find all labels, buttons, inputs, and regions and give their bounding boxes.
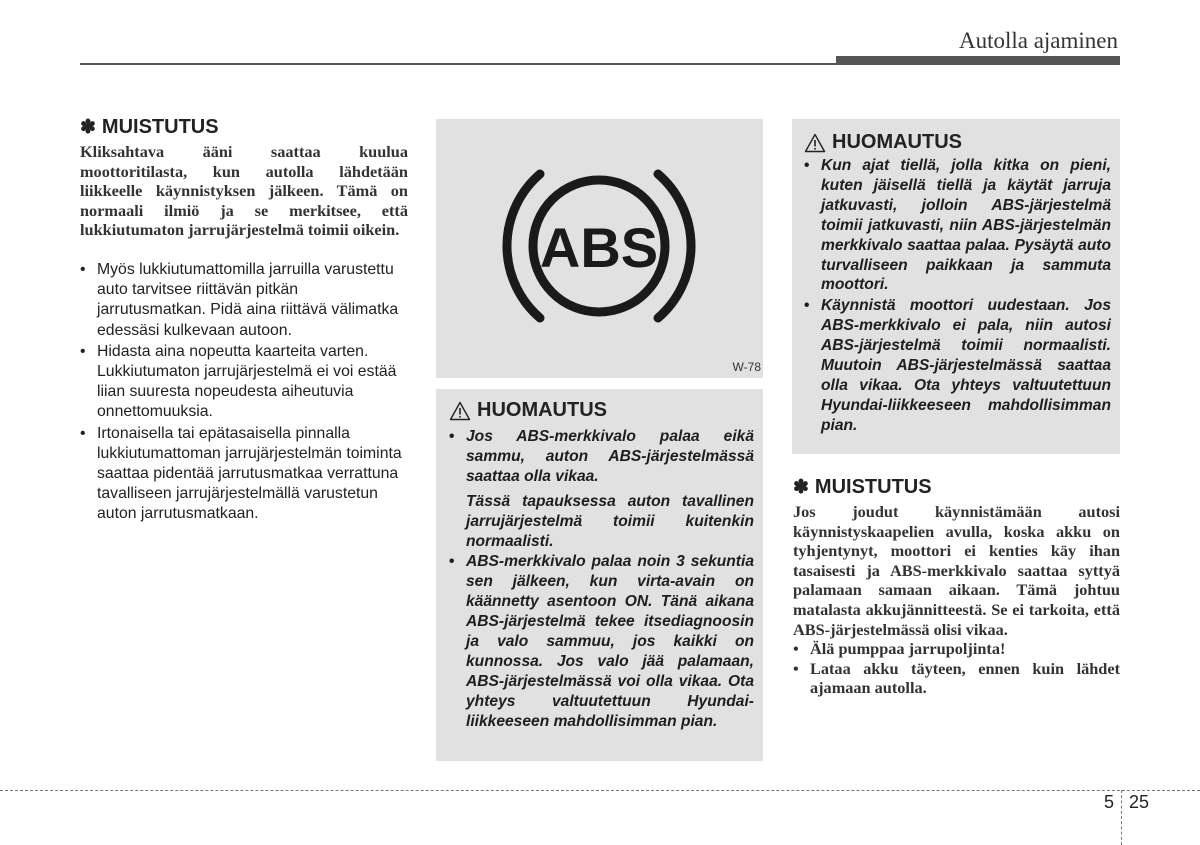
asterisk-icon: ✽ [80,117,96,138]
warning-triangle-icon [449,401,471,421]
footer-separator [1121,790,1122,845]
abs-illustration [436,119,763,378]
list-item: • Jos ABS-merkkivalo palaa eikä sammu, auton ABS-järjestelmässä saattaa olla vikaa. Tässä tapauksessa auton tavallinen jarrujärjestelmä toimii kuitenkin normaalisti. [449,428,754,550]
footer-rule [0,790,1200,791]
section-number: 5 [1104,792,1115,812]
header-rule [80,63,836,65]
right-note-text: Jos joudut käynnistämään autosi käynnistyskaapelien avulla, koska akku on tyhjentynyt, moottori ei kenties käy ihan tasaisesti ja ABS-merkkivalo saattaa syttyä palamaan samaan aikaan. Tämä johtuu matalasta akkujännitteestä. Se ei tarkoita, että ABS-järjestelmässä olisi vikaa. [793,502,1120,639]
middle-warning-list [449,427,754,732]
list-item: • Irtonaisella tai epätasaisella pinnalla lukkiutumattoman jarrujärjestelmän toiminta saattaa pidentää jarrutusmatkaa verrattuna tavalliseen jarrujärjestelmällä varustetun auton jarrutusmatkaan. [80,424,402,523]
left-note-heading [80,116,408,139]
list-item: • Kun ajat tiellä, jolla kitka on pieni, kuten jäisellä tiellä ja käytät jarruja jatkuvasti, jolloin ABS-järjestelmä toimii jatkuvasti, niin ABS-järjestelmän merkkivalo saattaa palaa. Pysäytä auto turvalliseen paikkaan ja sammuta moottori. [804,157,1111,294]
right-note [793,476,1120,698]
warning-triangle-icon [804,133,826,153]
middle-warning-box [436,389,763,761]
right-warning-heading [804,131,1111,154]
right-warning-list [804,156,1111,436]
list-item: • Myös lukkiutumattomilla jarruilla varustettu auto tarvitsee riittävän pitkän jarrutusmatkan. Pidä aina riittävä välimatka edessäsi kulkevaan autoon. [80,260,399,339]
left-column [80,116,408,525]
abs-warning-icon [436,119,763,378]
right-note-heading-text: MUISTUTUS [814,476,932,498]
list-item: • Käynnistä moottori uudestaan. Jos ABS-merkkivalo ei pala, niin autosi ABS-järjestelmä toimii normaalisti. Muutoin ABS-järjestelmässä saattaa olla vikaa. Ota yhteys valtuutettuun Hyundai-liikkeeseen mahdollisimman pian. [804,297,1111,434]
figure-code: W-78 [732,360,761,374]
page-number: 25 [1129,792,1150,812]
list-item: • Älä pumppaa jarrupoljinta! [793,639,1006,659]
right-note-bullets [793,639,1120,698]
list-item: • ABS-merkkivalo palaa noin 3 sekuntia sen jälkeen, kun virta-avain on käännetty asentoon ON. Tänä aikana ABS-järjestelmä tekee itsediagnoosin ja valo sammuu, jos kaikki on kunnossa. Jos valo jää palamaan, ABS-järjestelmässä voi olla vikaa. Ota yhteys valtuutettuun Hyundai-liikkeeseen mahdollisimman pian. [449,553,754,730]
asterisk-icon: ✽ [793,477,809,498]
middle-warning-heading [449,399,754,422]
left-note-heading-text: MUISTUTUS [101,116,219,138]
left-bullet-list [80,260,408,525]
header-bar [836,56,1120,65]
right-warning-heading-text: HUOMAUTUS [832,131,962,153]
right-note-heading [793,476,1120,499]
right-warning-box [792,119,1120,454]
abs-label: ABS [539,216,659,279]
list-item: • Lataa akku täyteen, ennen kuin lähdet ajamaan autolla. [793,658,1120,698]
middle-warning-heading-text: HUOMAUTUS [477,399,607,421]
left-note-text: Kliksahtava ääni saattaa kuulua moottoritilasta, kun autolla lähdetään liikkeelle käynnistyksen jälkeen. Tämä on normaali ilmiö ja se merkitsee, että lukkiutumaton jarrujärjestelmä toimii oikein. [80,142,408,240]
running-header-title: Autolla ajaminen [958,28,1118,53]
list-item: • Hidasta aina nopeutta kaarteita varten. Lukkiutumaton jarrujärjestelmä ei voi estää liian suuresta nopeudesta aiheutuvia onnettomuuksia. [80,342,397,421]
